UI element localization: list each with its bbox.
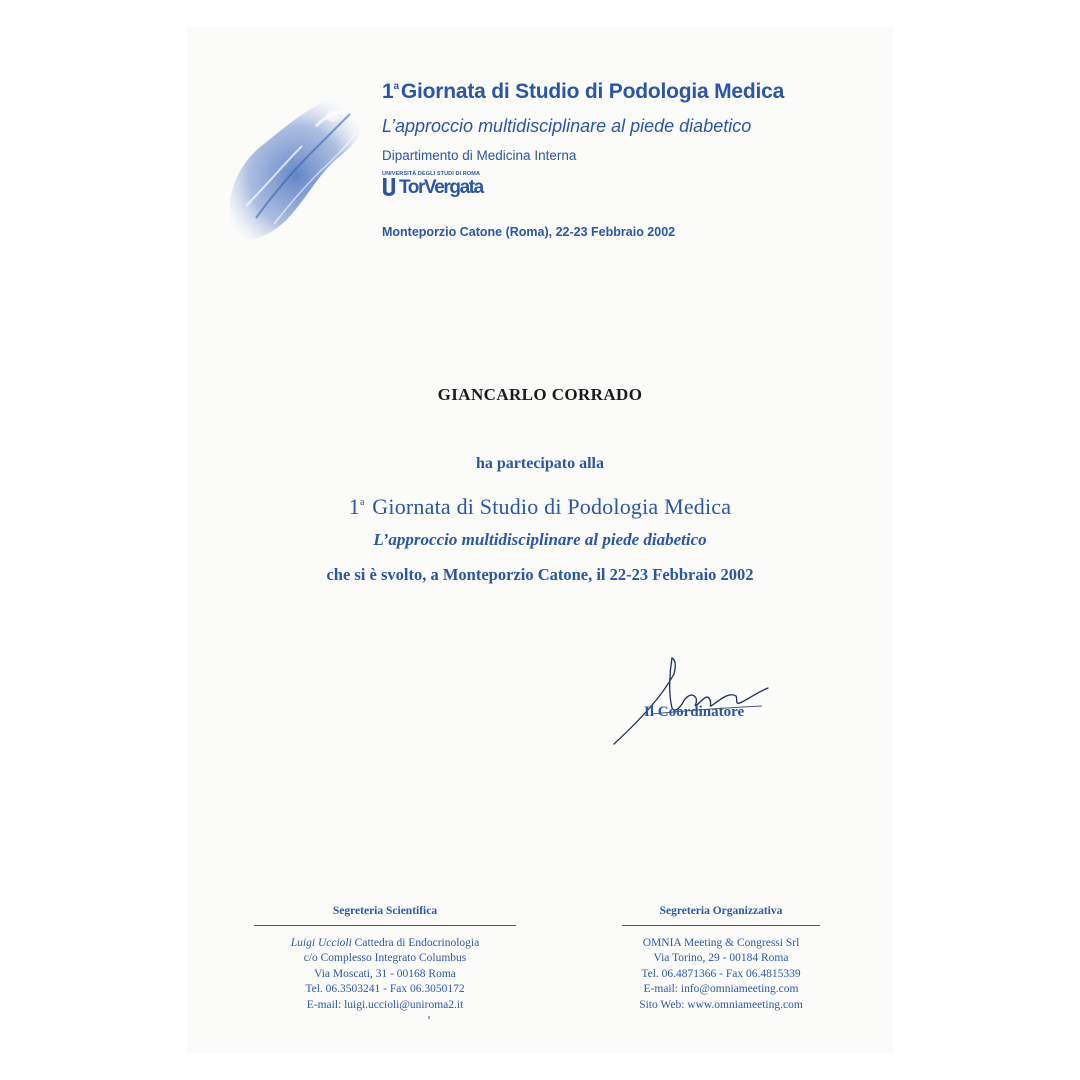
certificate-sheet <box>188 28 892 1052</box>
footer-left-line1: Luigi Uccioli Cattedra di Endocrinologia <box>290 936 480 949</box>
footer-left-line3: Via Moscati, 31 - 00168 Roma <box>314 967 456 980</box>
event-title: 1$^a$ Giornata di Studio di Podologia Medica <box>348 494 732 519</box>
footer-left-rule <box>254 925 516 926</box>
university-name: TorVergata <box>399 177 483 198</box>
footer-right-line1: OMNIA Meeting & Congressi Srl <box>642 936 800 949</box>
paper-speck <box>428 1016 430 1019</box>
university-logo <box>382 171 483 198</box>
recipient-name: GIANCARLO CORRADO <box>437 385 643 404</box>
footer-right-line3: Tel. 06.4871366 - Fax 06.4815339 <box>641 967 801 980</box>
footer-left-line2: c/o Complesso Integrato Columbus <box>303 952 467 964</box>
footer-left-line5: E-mail: luigi.uccioli@uniroma2.it <box>306 998 464 1011</box>
university-u-icon <box>382 178 396 198</box>
foot-illustration <box>216 86 370 246</box>
signature-scribble <box>612 648 782 748</box>
header-location-date: Monteporzio Catone (Roma), 22-23 Febbraio 2002 <box>382 225 676 239</box>
footer-left-line4: Tel. 06.3503241 - Fax 06.3050172 <box>305 983 465 995</box>
event-date-place: che si è svolto, a Monteporzio Catone, il 22-23 Febbraio 2002 <box>326 565 754 584</box>
footer-left-heading: Segreteria Scientifica <box>332 905 438 917</box>
footer-right-rule <box>622 925 820 926</box>
header-subtitle: L’approccio multidisciplinare al piede diabetico <box>382 116 752 136</box>
footer-right-line4: E-mail: info@omniameeting.com <box>643 983 799 995</box>
footer-scientific-secretariat <box>254 904 516 1013</box>
university-small-text: UNIVERSITÀ DEGLI STUDI DI ROMA <box>382 171 481 177</box>
signatory-label: Il Coordinatore <box>644 704 745 720</box>
event-subtitle: L’approccio multidisciplinare al piede diabetico <box>373 530 707 549</box>
footer-right-line5: Sito Web: www.omniameeting.com <box>639 998 803 1011</box>
footer-right-line2: Via Torino, 29 - 00184 Roma <box>653 952 789 964</box>
header-title: 1$^a$Giornata di Studio di Podologia Medica <box>382 80 785 103</box>
participation-text: ha partecipato alla <box>476 455 604 472</box>
footer-organizing-secretariat <box>622 904 820 1013</box>
header-department: Dipartimento di Medicina Interna <box>382 148 577 163</box>
footer-right-heading: Segreteria Organizzativa <box>659 905 783 917</box>
